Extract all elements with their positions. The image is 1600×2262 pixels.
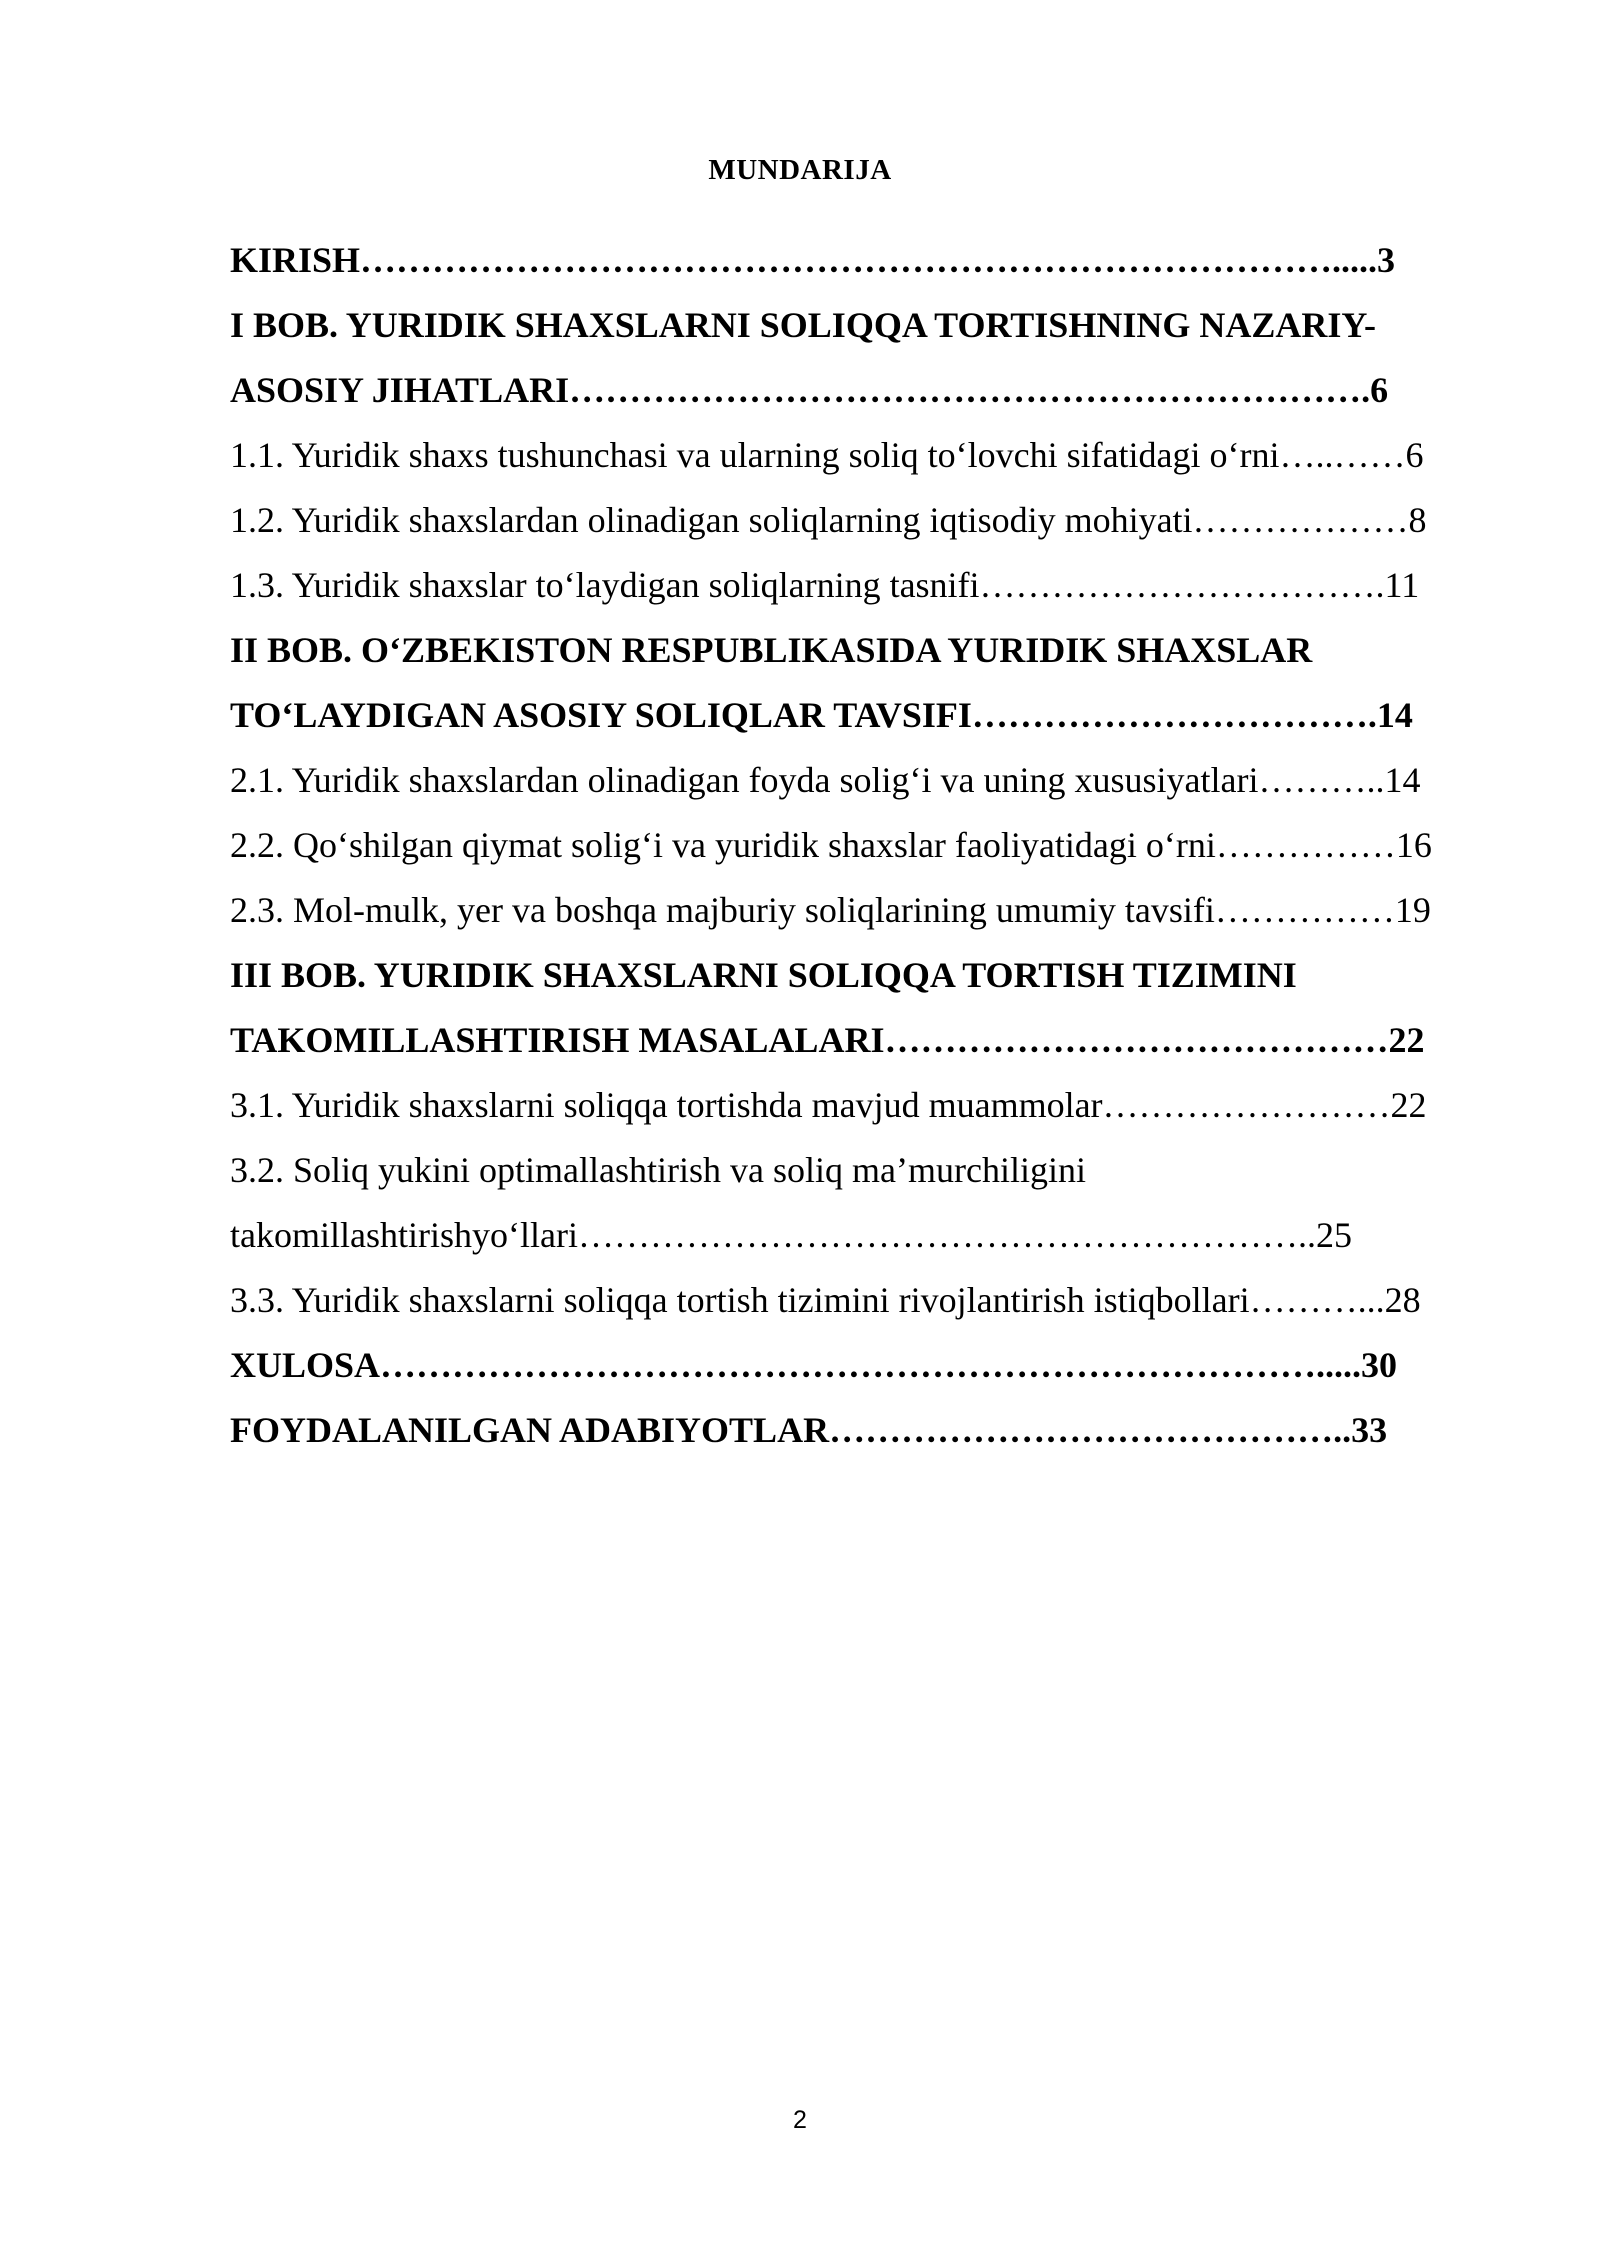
toc-section-3-1: 3.1. Yuridik shaxslarni soliqqa tortishda mavjud muammolar……………………22 [230,1085,1427,1125]
toc-section-3-2-line-2: takomillashtirishyo‘llari……………………………………………………..25 [230,1215,1352,1255]
toc-chapter-2-title-line-2: TO‘LAYDIGAN ASOSIY SOLIQLAR TAVSIFI…………………………….14 [230,695,1413,735]
toc-entry-xulosa: XULOSA…………………………………………………………………….....30 [230,1345,1398,1385]
toc-section-2-1: 2.1. Yuridik shaxslardan olinadigan foyda solig‘i va uning xususiyatlari………..14 [230,760,1421,800]
toc-section-1-1: 1.1. Yuridik shaxs tushunchasi va ularning soliq to‘lovchi sifatidagi o‘rni…..……6 [230,435,1424,475]
toc-chapter-1-title-line-1: I BOB. YURIDIK SHAXSLARNI SOLIQQA TORTISHNING NAZARIY- [230,305,1377,345]
toc-section-3-3: 3.3. Yuridik shaxslarni soliqqa tortish tizimini rivojlantirish istiqbollari………...28 [230,1280,1421,1320]
toc-section-3-2-line-1: 3.2. Soliq yukini optimallashtirish va soliq ma’murchiligini [230,1150,1086,1190]
toc-heading: MUNDARIJA [708,154,892,186]
toc-chapter-1-title-line-2: ASOSIY JIHATLARI………………………………………………………….6 [230,370,1389,410]
toc-chapter-3-title-line-2: TAKOMILLASHTIRISH MASALALARI……………………………………22 [230,1020,1425,1060]
toc-section-2-2: 2.2. Qo‘shilgan qiymat solig‘i va yuridik shaxslar faoliyatidagi o‘rni……………16 [230,825,1432,865]
toc-chapter-3-title-line-1: III BOB. YURIDIK SHAXSLARNI SOLIQQA TORTISH TIZIMINI [230,955,1297,995]
toc-entry-kirish: KIRISH……………………………………………………………………….....3 [230,240,1396,280]
toc-section-1-2: 1.2. Yuridik shaxslardan olinadigan soliqlarning iqtisodiy mohiyati………………8 [230,500,1427,540]
toc-section-1-3: 1.3. Yuridik shaxslar to‘laydigan soliqlarning tasnifi…………………………….11 [230,565,1420,605]
page-number: 2 [793,2106,807,2134]
toc-entry-references: FOYDALANILGAN ADABIYOTLAR……………………………………..33 [230,1410,1388,1450]
toc-section-2-3: 2.3. Mol-mulk, yer va boshqa majburiy soliqlarining umumiy tavsifi……………19 [230,890,1431,930]
toc-chapter-2-title-line-1: II BOB. O‘ZBEKISTON RESPUBLIKASIDA YURIDIK SHAXSLAR [230,630,1313,670]
